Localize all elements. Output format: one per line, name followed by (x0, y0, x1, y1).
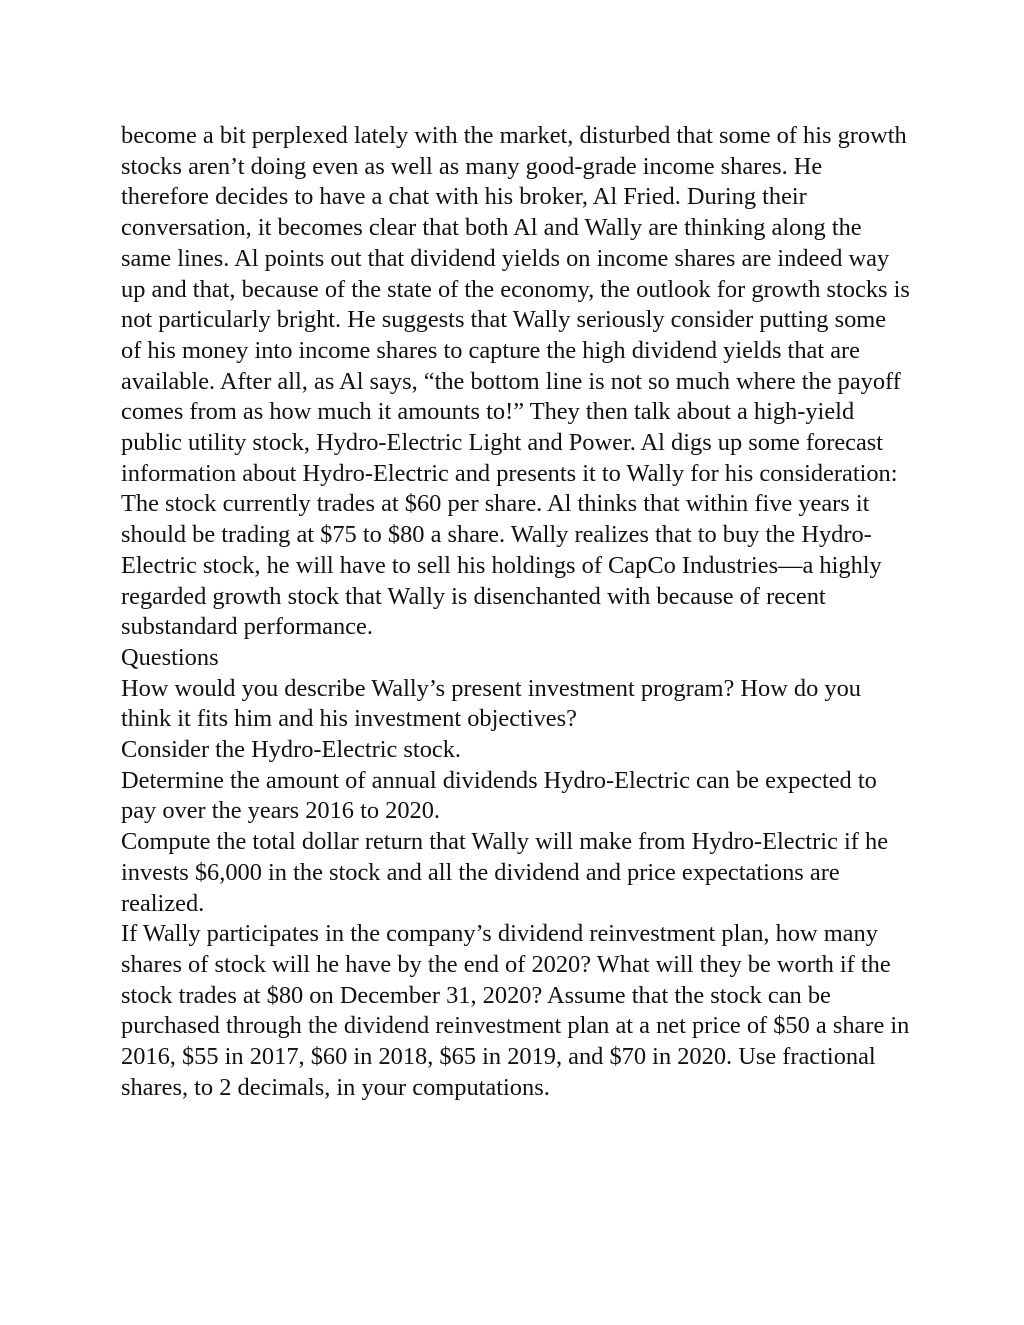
case-narrative-paragraph: become a bit perplexed lately with the market, disturbed that some of his growth stocks aren’t doing even as well as many good-grade income shares. He therefore decides to have a chat with his broker, Al Fried. During their conversation, it becomes clear that both Al and Wally are thinking along the same lines. Al points out that dividend yields on income shares are indeed way up and that, because of the state of the economy, the outlook for growth stocks is not particularly bright. He suggests that Wally seriously consider putting some of his money into income shares to capture the high dividend yields that are available. After all, as Al says, “the bottom line is not so much where the payoff comes from as how much it amounts to!” They then talk about a high-yield public utility stock, Hydro-Electric Light and Power. Al digs up some forecast information about Hydro-Electric and presents it to Wally for his consideration: (121, 122, 910, 487)
question-total-return: Compute the total dollar return that Wally will make from Hydro-Electric if he invests $6,000 in the stock and all the dividend and price expectations are realized. (121, 828, 889, 917)
document-page (121, 121, 911, 1104)
question-consider-stock: Consider the Hydro-Electric stock. (121, 736, 462, 764)
question-investment-program: How would you describe Wally’s present investment program? How do you think it fits him and his investment objectives? (121, 674, 862, 733)
questions-heading: Questions (121, 643, 219, 671)
stock-forecast-paragraph: The stock currently trades at $60 per share. Al thinks that within five years it should be trading at $75 to $80 a share. Wally realizes that to buy the Hydro-Electric stock, he will have to sell his holdings of CapCo Industries—a highly regarded growth stock that Wally is disenchanted with because of recent substandard performance. (121, 490, 882, 641)
question-dividend-reinvestment: If Wally participates in the company’s dividend reinvestment plan, how many shares of stock will he have by the end of 2020? What will they be worth if the stock trades at $80 on December 31, 2020? Assume that the stock can be purchased through the dividend reinvestment plan at a net price of $50 a share in 2016, $55 in 2017, $60 in 2018, $65 in 2019, and $70 in 2020. Use fractional shares, to 2 decimals, in your computations. (121, 920, 910, 1101)
question-annual-dividends: Determine the amount of annual dividends Hydro-Electric can be expected to pay over the years 2016 to 2020. (121, 766, 877, 825)
